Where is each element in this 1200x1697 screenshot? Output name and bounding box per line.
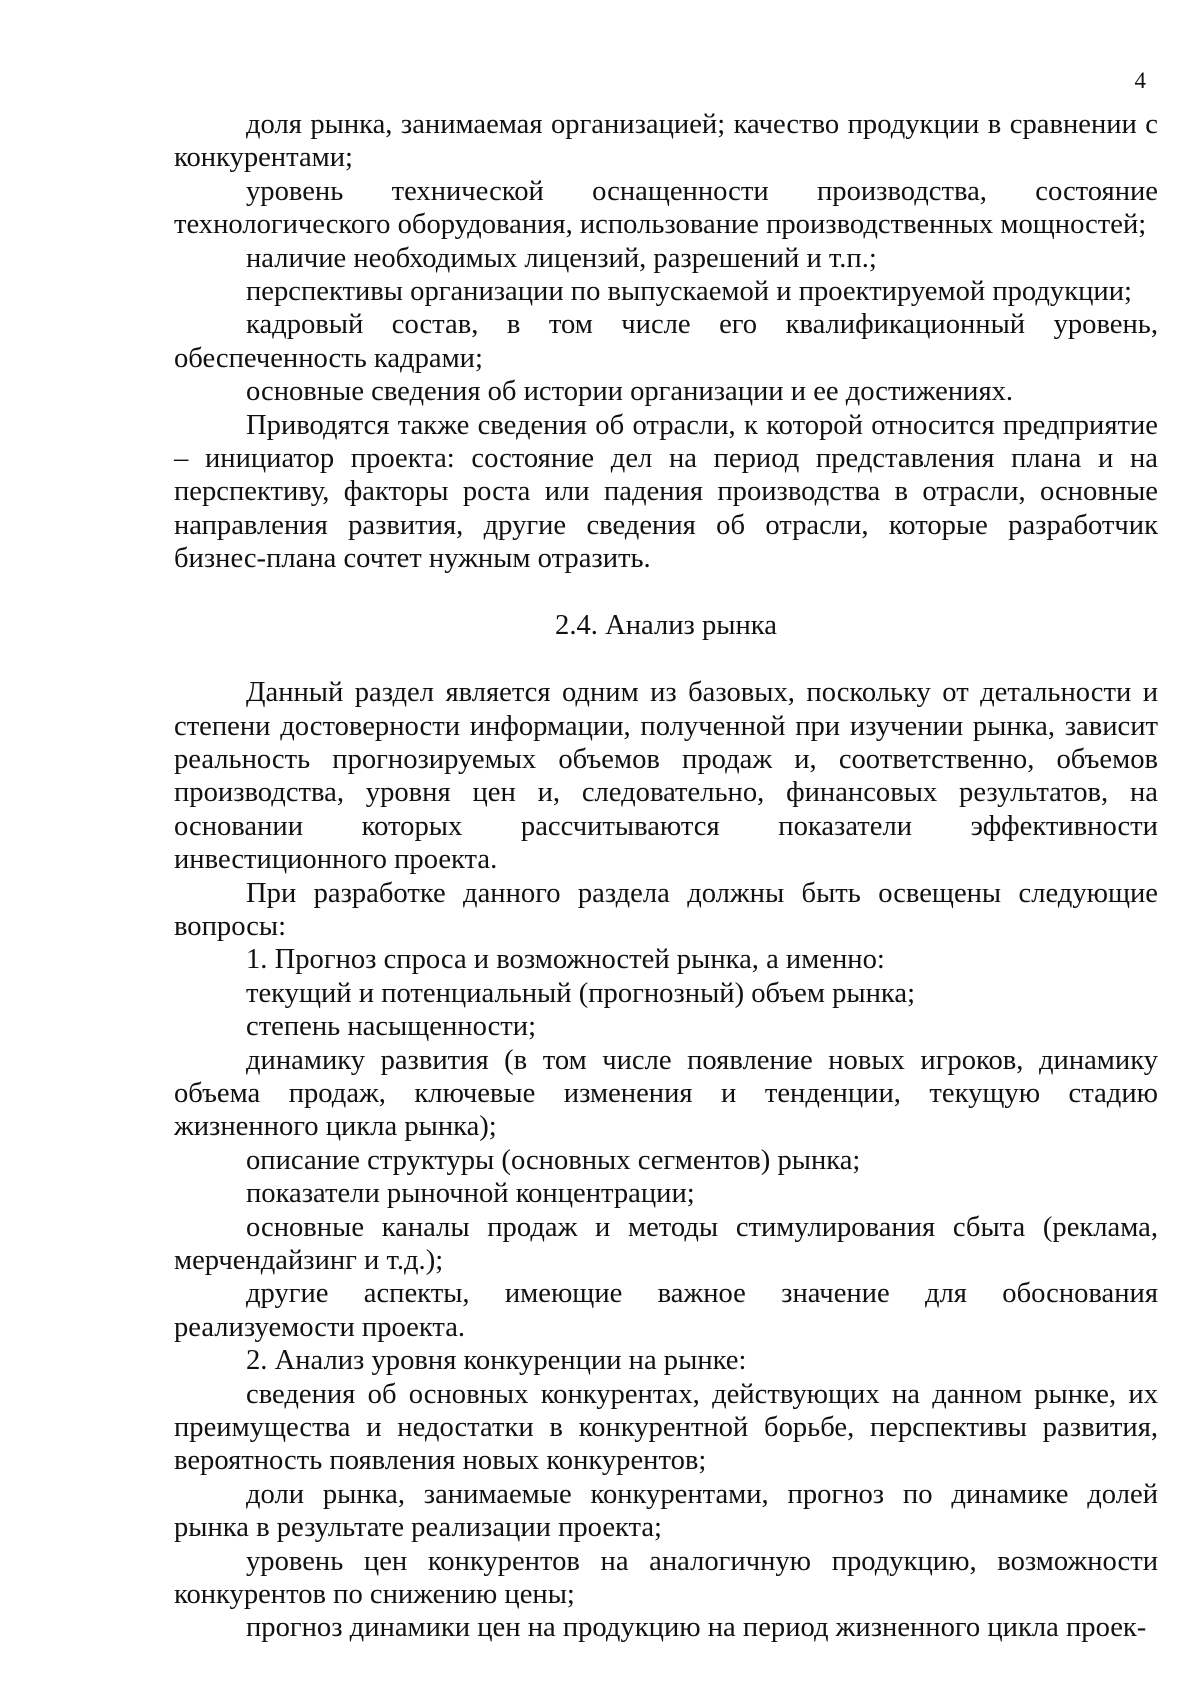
paragraph: уровень технической оснащенности производства, состояние технологического оборудования, использование производственных мощностей; xyxy=(174,175,1158,241)
paragraph: прогноз динамики цен на продукцию на период жизненного цикла проек- xyxy=(246,1612,1147,1644)
document-body xyxy=(174,108,1158,1645)
paragraph: описание структуры (основных сегментов) рынка; xyxy=(246,1144,861,1176)
paragraph: основные каналы продаж и методы стимулирования сбыта (реклама, мерчендайзинг и т.д.); xyxy=(174,1211,1158,1276)
paragraph: доля рынка, занимаемая организацией; качество продукции в сравнении с конкурентами; xyxy=(174,109,1158,174)
paragraph: уровень цен конкурентов на аналогичную продукцию, возможности конкурентов по снижению цены; xyxy=(174,1545,1158,1611)
section-heading: 2.4. Анализ рынка xyxy=(555,609,777,641)
paragraph: доли рынка, занимаемые конкурентами, прогноз по динамике долей рынка в результате реализации проекта; xyxy=(174,1478,1158,1544)
paragraph: наличие необходимых лицензий, разрешений и т.п.; xyxy=(246,242,877,274)
paragraph: перспективы организации по выпускаемой и проектируемой продукции; xyxy=(246,276,1132,308)
paragraph: Данный раздел является одним из базовых, поскольку от детальности и степени достоверности информации, полученной при изучении рынка, зависит реальность прогнозируемых объемов продаж и, соответственно, объемов производства, уровня цен и, следовательно, финансовых результатов, на основании которых рассчитываются показатели эффективности инвестиционного проекта. xyxy=(174,677,1158,876)
paragraph: кадровый состав, в том числе его квалификационный уровень, обеспеченность кадрами; xyxy=(174,309,1158,374)
paragraph: 2. Анализ уровня конкуренции на рынке: xyxy=(246,1345,747,1377)
paragraph: текущий и потенциальный (прогнозный) объем рынка; xyxy=(246,977,916,1009)
paragraph: степень насыщенности; xyxy=(246,1011,537,1043)
paragraph: Приводятся также сведения об отрасли, к которой относится предприятие – инициатор проекта: состояние дел на период представления плана и на перспективу, факторы роста или падения производства в отрасли, основные направления развития, другие сведения об отрасли, которые разработчик бизнес-плана сочтет нужным отразить. xyxy=(174,409,1158,575)
paragraph: При разработке данного раздела должны быть освещены следующие вопросы: xyxy=(174,877,1158,942)
paragraph: другие аспекты, имеющие важное значение для обоснования реализуемости проекта. xyxy=(174,1278,1158,1343)
paragraph: динамику развития (в том числе появление новых игроков, динамику объема продаж, ключевые изменения и тенденции, текущую стадию жизненного цикла рынка); xyxy=(174,1044,1158,1143)
paragraph: 1. Прогноз спроса и возможностей рынка, а именно: xyxy=(246,944,885,976)
paragraph: основные сведения об истории организации и ее достижениях. xyxy=(246,376,1014,408)
paragraph: сведения об основных конкурентах, действующих на данном рынке, их преимущества и недостатки в конкурентной борьбе, перспективы развития, вероятность появления новых конкурентов; xyxy=(174,1378,1158,1477)
paragraph: показатели рыночной концентрации; xyxy=(246,1178,695,1210)
page-number: 4 xyxy=(1134,68,1146,93)
